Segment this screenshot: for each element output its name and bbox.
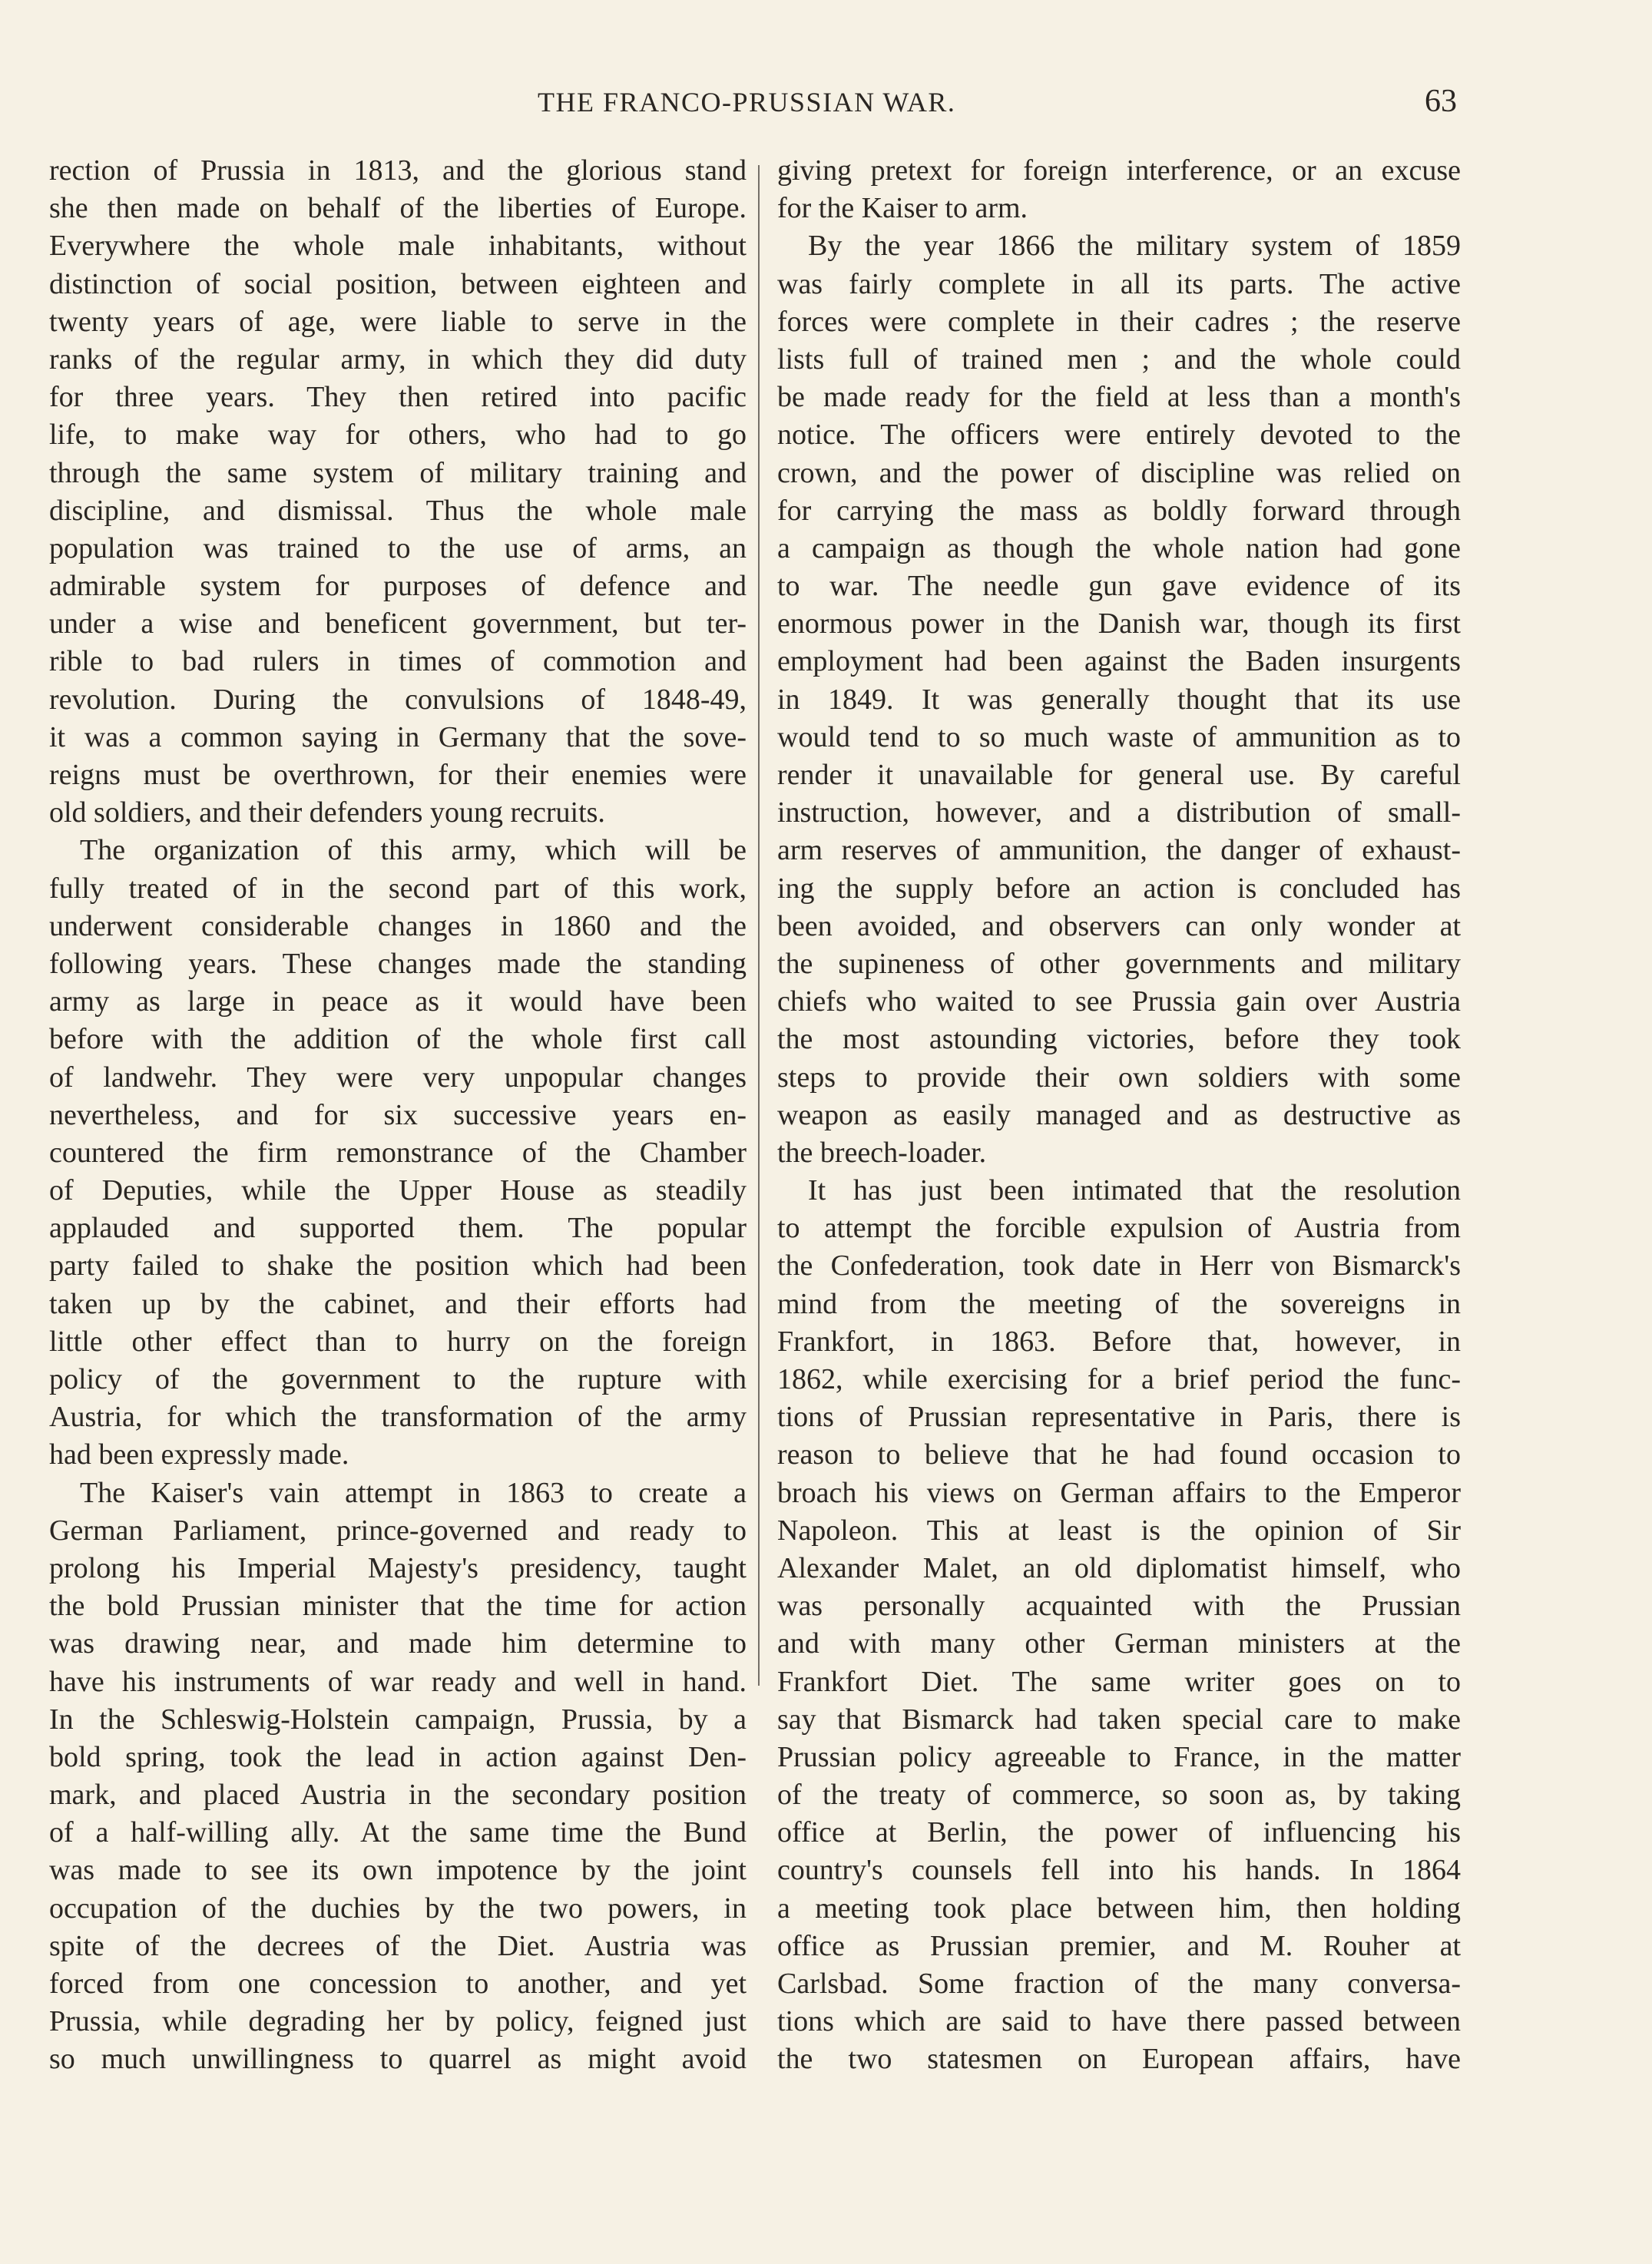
text-line: arm reserves of ammunition, the danger of exhaust- — [777, 834, 1461, 867]
text-line: tions which are said to have there passed between — [777, 2005, 1461, 2038]
text-line: render it unavailable for general use. By careful — [777, 759, 1461, 791]
text-line: the breech-loader. — [777, 1136, 987, 1169]
text-line: admirable system for purposes of defence and — [49, 570, 747, 603]
text-line: fully treated of in the second part of this work, — [49, 872, 747, 905]
text-line: been avoided, and observers can only wonder at — [777, 909, 1461, 942]
text-line: nevertheless, and for six successive years en- — [49, 1098, 747, 1131]
text-line: for carrying the mass as boldly forward through — [777, 494, 1461, 527]
text-line: of the treaty of commerce, so soon as, by taking — [777, 1779, 1461, 1812]
right-column — [777, 152, 1461, 2079]
text-line: it was a common saying in Germany that the sove- — [49, 720, 747, 753]
text-line: In the Schleswig-Holstein campaign, Prussia, by a — [49, 1703, 747, 1736]
text-line: German Parliament, prince-governed and ready to — [49, 1514, 747, 1547]
text-line: forces were complete in their cadres ; the reserve — [777, 305, 1461, 338]
text-line: to attempt the forcible expulsion of Austria from — [777, 1212, 1461, 1245]
text-line: underwent considerable changes in 1860 and the — [49, 909, 747, 942]
text-line: rection of Prussia in 1813, and the glorious stand — [49, 154, 747, 187]
text-line: enormous power in the Danish war, though its first — [777, 607, 1461, 640]
text-line: say that Bismarck had taken special care to make — [777, 1703, 1461, 1736]
page-number: 63 — [1425, 84, 1457, 119]
text-line: old soldiers, and their defenders young recruits. — [49, 796, 605, 829]
text-line: little other effect than to hurry on the foreign — [49, 1325, 747, 1358]
text-line: country's counsels fell into his hands. In 1864 — [777, 1854, 1461, 1887]
text-line: was made to see its own impotence by the joint — [49, 1854, 747, 1887]
text-line: lists full of trained men ; and the whole could — [777, 343, 1461, 376]
text-line: through the same system of military training and — [49, 456, 747, 489]
text-line: giving pretext for foreign interference, or an excuse — [777, 154, 1461, 187]
text-line: had been expressly made. — [49, 1438, 349, 1471]
text-line: in 1849. It was generally thought that its use — [777, 683, 1461, 716]
column-divider — [758, 165, 760, 1686]
text-line: Frankfort, in 1863. Before that, however, in — [777, 1325, 1461, 1358]
text-line: Alexander Malet, an old diplomatist himself, who — [777, 1551, 1461, 1584]
text-line: army as large in peace as it would have been — [49, 985, 747, 1018]
text-line: of landwehr. They were very unpopular changes — [49, 1061, 747, 1094]
text-line: the most astounding victories, before they took — [777, 1023, 1461, 1056]
text-line: occupation of the duchies by the two powers, in — [49, 1892, 747, 1925]
text-line: reigns must be overthrown, for their enemies were — [49, 759, 747, 791]
text-line: 1862, while exercising for a brief period the func- — [777, 1363, 1461, 1395]
text-line: Austria, for which the transformation of the army — [49, 1401, 747, 1434]
text-line: discipline, and dismissal. Thus the whole male — [49, 494, 747, 527]
text-line: party failed to shake the position which had been — [49, 1250, 747, 1283]
text-line: bold spring, took the lead in action against Den- — [49, 1740, 747, 1773]
text-line: the Confederation, took date in Herr von Bismarck's — [777, 1250, 1461, 1283]
text-line: Frankfort Diet. The same writer goes on to — [777, 1665, 1461, 1698]
text-line: life, to make way for others, who had to go — [49, 419, 747, 452]
text-line: office at Berlin, the power of influencing his — [777, 1816, 1461, 1849]
text-line: following years. These changes made the standing — [49, 947, 747, 980]
text-line: of Deputies, while the Upper House as steadily — [49, 1174, 747, 1207]
text-line: would tend to so much waste of ammunition as to — [777, 720, 1461, 753]
text-line: for three years. They then retired into pacific — [49, 381, 747, 414]
text-line: weapon as easily managed and as destructive as — [777, 1098, 1461, 1131]
text-line: forced from one concession to another, and yet — [49, 1968, 747, 2000]
text-line: be made ready for the field at less than a month's — [777, 381, 1461, 414]
text-line: the two statesmen on European affairs, have — [777, 2043, 1461, 2076]
text-line: Napoleon. This at least is the opinion of Sir — [777, 1514, 1461, 1547]
text-line: before with the addition of the whole first call — [49, 1023, 747, 1056]
text-line: Carlsbad. Some fraction of the many conversa- — [777, 1968, 1461, 2000]
text-line: applauded and supported them. The popular — [49, 1212, 747, 1245]
text-line: Prussian policy agreeable to France, in the matter — [777, 1740, 1461, 1773]
text-line: notice. The officers were entirely devoted to the — [777, 419, 1461, 452]
text-line: was personally acquainted with the Prussian — [777, 1590, 1461, 1623]
text-line: to war. The needle gun gave evidence of its — [777, 570, 1461, 603]
text-line: prolong his Imperial Majesty's presidency, taught — [49, 1551, 747, 1584]
text-line: chiefs who waited to see Prussia gain over Austria — [777, 985, 1461, 1018]
text-line: under a wise and beneficent government, but ter- — [49, 607, 747, 640]
text-line: distinction of social position, between eighteen and — [49, 267, 747, 300]
text-line: tions of Prussian representative in Paris, there is — [777, 1401, 1461, 1434]
text-line: policy of the government to the rupture with — [49, 1363, 747, 1395]
text-line: taken up by the cabinet, and their efforts had — [49, 1287, 747, 1320]
text-line: The organization of this army, which will be — [80, 834, 747, 867]
text-line: By the year 1866 the military system of 1859 — [808, 230, 1461, 263]
text-line: so much unwillingness to quarrel as might avoid — [49, 2043, 747, 2076]
text-line: reason to believe that he had found occasion to — [777, 1438, 1461, 1471]
text-line: a meeting took place between him, then holding — [777, 1892, 1461, 1925]
text-line: ing the supply before an action is concluded has — [777, 872, 1461, 905]
text-line: for the Kaiser to arm. — [777, 192, 1028, 225]
text-line: twenty years of age, were liable to serve in the — [49, 305, 747, 338]
left-column — [49, 152, 747, 2079]
text-line: office as Prussian premier, and M. Rouher at — [777, 1929, 1461, 1962]
text-line: crown, and the power of discipline was relied on — [777, 456, 1461, 489]
text-line: ranks of the regular army, in which they did duty — [49, 343, 747, 376]
text-line: mind from the meeting of the sovereigns in — [777, 1287, 1461, 1320]
text-line: revolution. During the convulsions of 1848-49, — [49, 683, 747, 716]
running-title: THE FRANCO-PRUSSIAN WAR. — [538, 87, 956, 118]
text-line: have his instruments of war ready and well in hand. — [49, 1665, 747, 1698]
text-line: countered the firm remonstrance of the Chamber — [49, 1136, 747, 1169]
text-line: spite of the decrees of the Diet. Austria was — [49, 1929, 747, 1962]
text-line: instruction, however, and a distribution of small- — [777, 796, 1461, 829]
page-header — [46, 86, 1475, 132]
text-line: of a half-willing ally. At the same time the Bund — [49, 1816, 747, 1849]
text-line: population was trained to the use of arms, an — [49, 531, 747, 564]
text-line: she then made on behalf of the liberties of Europe. — [49, 192, 747, 225]
text-line: broach his views on German affairs to the Emperor — [777, 1476, 1461, 1509]
text-line: the supineness of other governments and military — [777, 947, 1461, 980]
text-line: It has just been intimated that the resolution — [808, 1174, 1461, 1207]
text-line: and with many other German ministers at the — [777, 1627, 1461, 1660]
text-line: Prussia, while degrading her by policy, feigned just — [49, 2005, 747, 2038]
text-line: mark, and placed Austria in the secondary position — [49, 1779, 747, 1812]
text-line: was fairly complete in all its parts. The active — [777, 267, 1461, 300]
text-line: the bold Prussian minister that the time for action — [49, 1590, 747, 1623]
text-line: steps to provide their own soldiers with some — [777, 1061, 1461, 1094]
text-line: The Kaiser's vain attempt in 1863 to create a — [80, 1476, 747, 1509]
text-line: a campaign as though the whole nation had gone — [777, 531, 1461, 564]
text-line: Everywhere the whole male inhabitants, without — [49, 230, 747, 263]
text-line: employment had been against the Baden insurgents — [777, 645, 1461, 678]
text-line: was drawing near, and made him determine to — [49, 1627, 747, 1660]
text-line: rible to bad rulers in times of commotion and — [49, 645, 747, 678]
